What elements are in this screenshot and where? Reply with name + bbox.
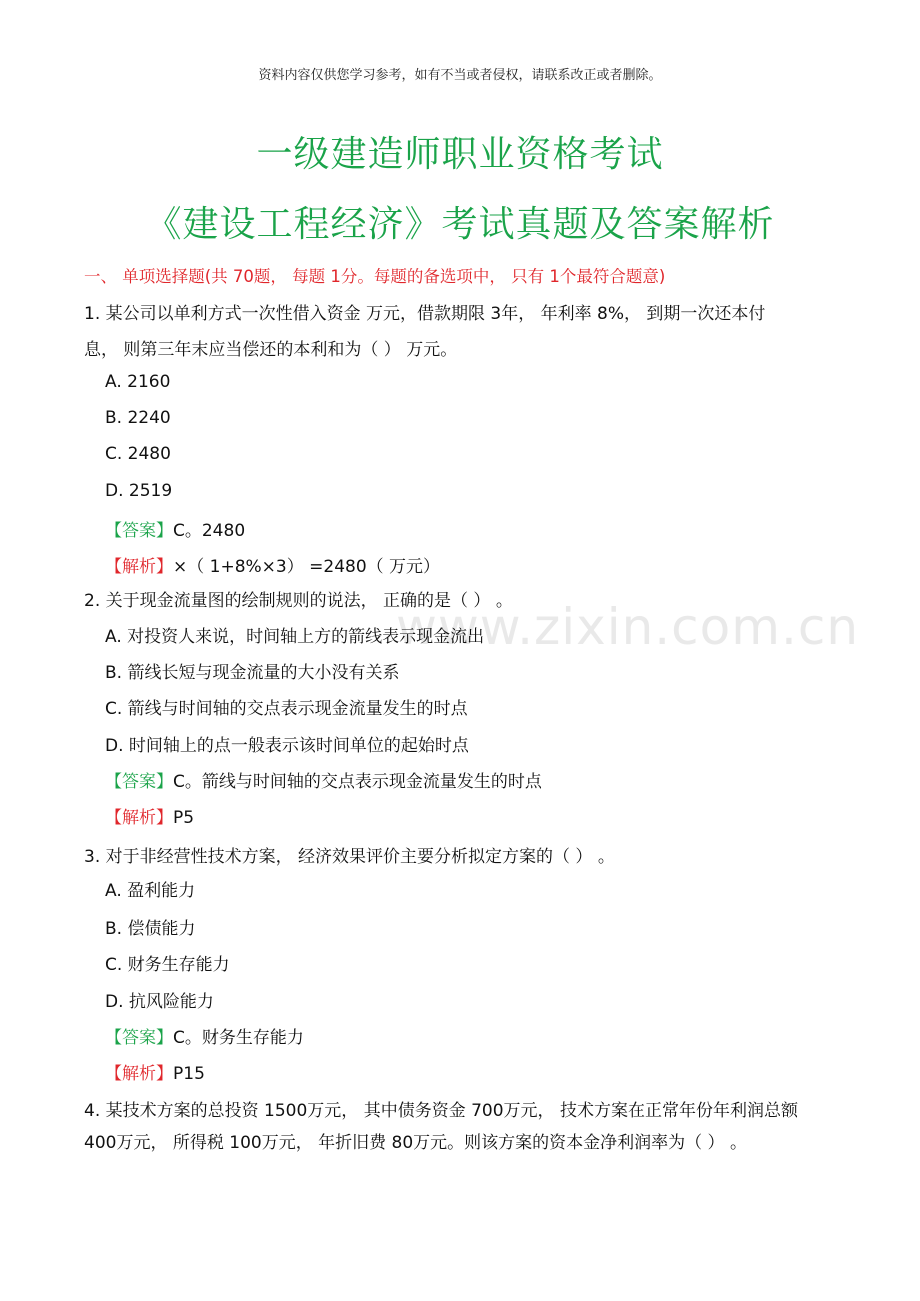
q3-option-d: D. 抗风险能力 [105, 992, 214, 1012]
q1-option-a: A. 2160 [105, 372, 171, 392]
answer-tag: 【答案】 [105, 521, 173, 541]
analysis-tag: 【解析】 [105, 1064, 173, 1084]
q1-answer [105, 516, 245, 541]
question-4-line-2: 400万元， 所得税 100万元， 年折旧费 80万元。则该方案的资本金净利润率为（ ） 。 [84, 1133, 747, 1153]
q3-analysis [105, 1059, 205, 1084]
question-3-line-1: 3. 对于非经营性技术方案， 经济效果评价主要分析拟定方案的（ ） 。 [84, 847, 615, 867]
section-heading: 一、 单项选择题(共 70题， 每题 1分。每题的备选项中， 只有 1个最符合题意) [84, 267, 666, 286]
answer-text: C。箭线与时间轴的交点表示现金流量发生的时点 [173, 772, 542, 792]
question-1-line-2: 息， 则第三年末应当偿还的本利和为（ ） 万元。 [84, 340, 458, 360]
q3-option-a: A. 盈利能力 [105, 881, 196, 901]
q2-option-d: D. 时间轴上的点一般表示该时间单位的起始时点 [105, 736, 469, 756]
q3-option-c: C. 财务生存能力 [105, 955, 230, 975]
q1-option-b: B. 2240 [105, 408, 171, 428]
answer-tag: 【答案】 [105, 772, 173, 792]
q1-option-c: C. 2480 [105, 444, 171, 464]
q2-option-c: C. 箭线与时间轴的交点表示现金流量发生的时点 [105, 699, 468, 719]
q2-option-a: A. 对投资人来说，时间轴上方的箭线表示现金流出 [105, 627, 485, 647]
q3-answer [105, 1023, 304, 1048]
question-2-line-1: 2. 关于现金流量图的绘制规则的说法， 正确的是（ ） 。 [84, 591, 513, 611]
q3-option-b: B. 偿债能力 [105, 919, 196, 939]
q2-option-b: B. 箭线长短与现金流量的大小没有关系 [105, 663, 400, 683]
title-line-1: 一级建造师职业资格考试 [256, 134, 664, 175]
answer-text: C。2480 [173, 521, 246, 541]
question-4-line-1: 4. 某技术方案的总投资 1500万元， 其中债务资金 700万元， 技术方案在正常年份年利润总额 [84, 1101, 798, 1121]
q1-option-d: D. 2519 [105, 481, 173, 501]
analysis-tag: 【解析】 [105, 557, 173, 577]
analysis-text: ×（ 1+8%×3） =2480（ 万元） [173, 557, 441, 577]
analysis-text: P5 [173, 808, 195, 828]
disclaimer-notice: 资料内容仅供您学习参考，如有不当或者侵权，请联系改正或者删除。 [258, 68, 662, 83]
analysis-text: P15 [173, 1064, 205, 1084]
q1-analysis [105, 552, 440, 577]
answer-tag: 【答案】 [105, 1028, 173, 1048]
question-1-line-1: 1. 某公司以单利方式一次性借入资金 万元，借款期限 3年， 年利率 8%， 到期一次还本付 [84, 304, 766, 324]
q2-analysis [105, 803, 194, 828]
q2-answer [105, 767, 542, 792]
watermark: www.zixin.com.cn [396, 598, 860, 656]
analysis-tag: 【解析】 [105, 808, 173, 828]
answer-text: C。财务生存能力 [173, 1028, 304, 1048]
title-line-2: 《建设工程经济》考试真题及答案解析 [145, 204, 775, 245]
